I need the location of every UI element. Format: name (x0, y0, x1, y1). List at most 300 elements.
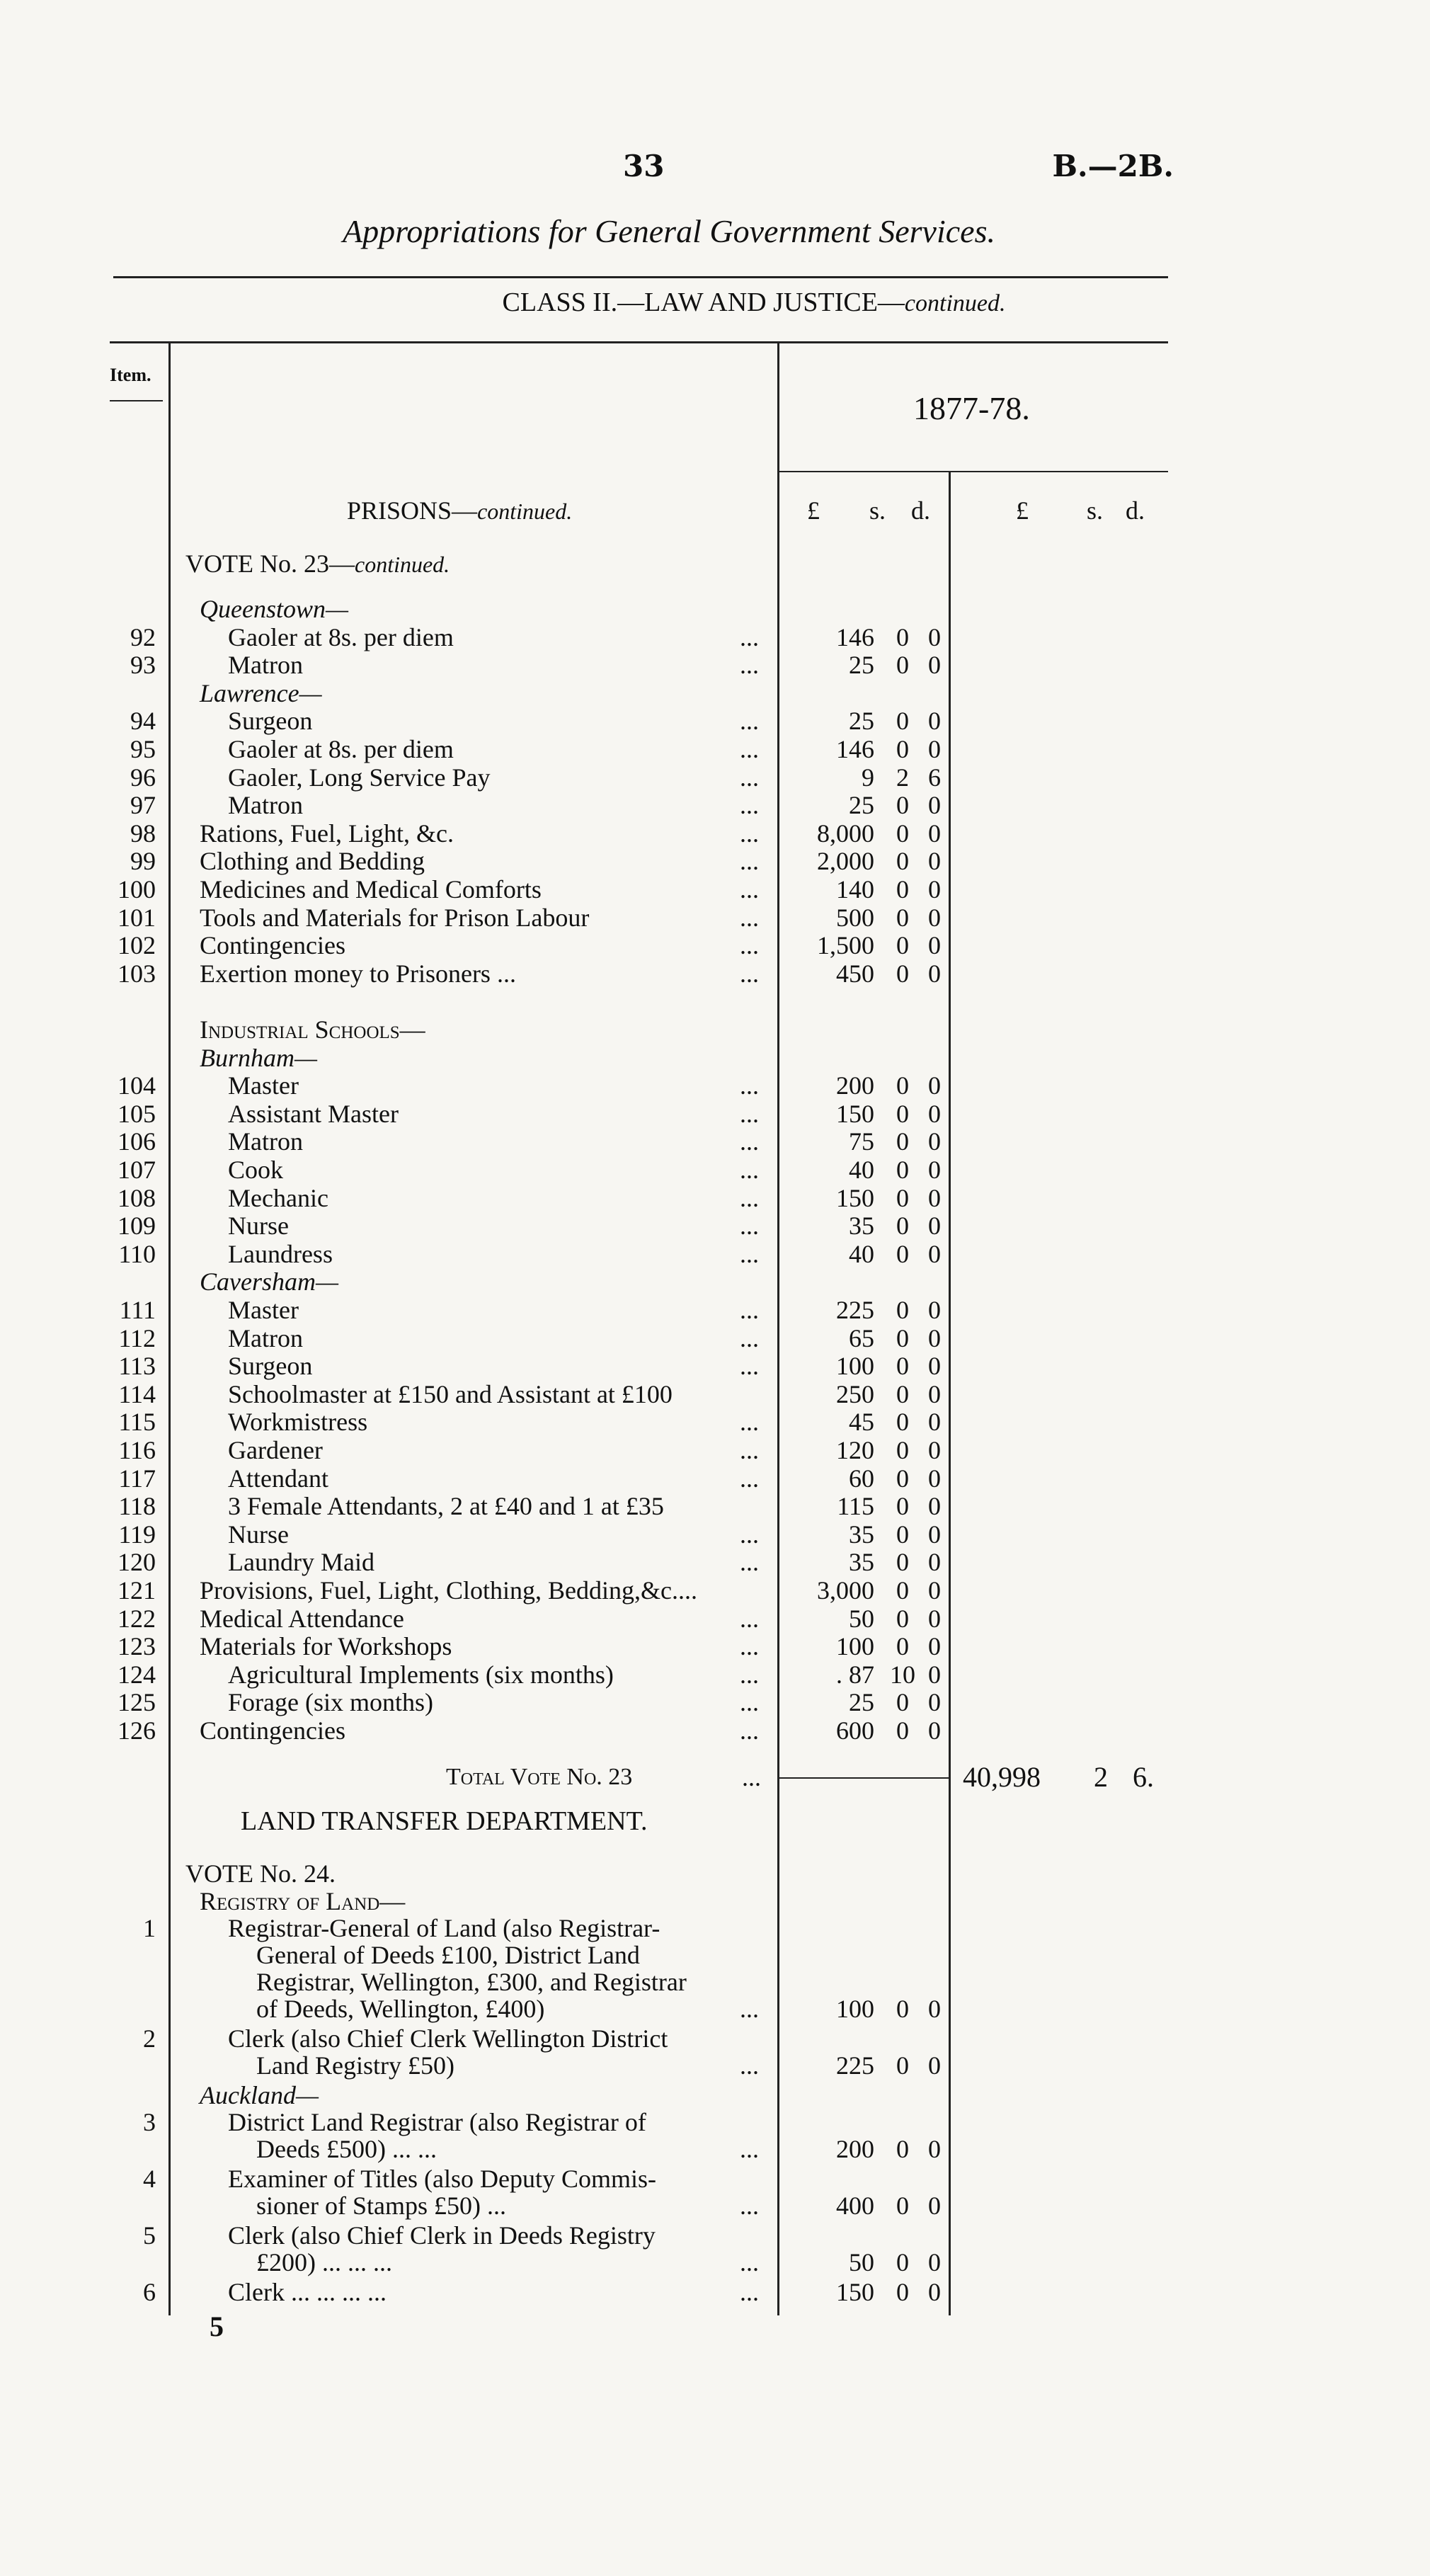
amount-pounds: 35 (849, 1548, 874, 1576)
amount-pounds: 50 (849, 2248, 874, 2276)
item-description: sioner of Stamps £50) ... (256, 2192, 506, 2220)
amount-shillings: 0 (896, 1212, 909, 1240)
amount-pence: 0 (928, 2192, 941, 2220)
amount-pounds: 9 (862, 763, 874, 792)
amount-pence: 0 (928, 1156, 941, 1184)
table-row-continuation (0, 2248, 1168, 2276)
amount-pounds: 100 (836, 1352, 874, 1380)
table-row-continuation (0, 1995, 1168, 2023)
item-number: 113 (118, 1352, 156, 1380)
year-header: 1877-78. (913, 390, 1030, 426)
leader-dots: ... (740, 1127, 759, 1156)
table-row (0, 679, 1168, 707)
total-pence-header: d. (1126, 496, 1145, 525)
item-number: 3 (143, 2108, 156, 2136)
item-number: 119 (118, 1520, 156, 1549)
item-description: Matron (228, 1324, 303, 1352)
amount-pence: 0 (928, 1127, 941, 1156)
item-number: 103 (118, 959, 156, 988)
amount-shillings: 0 (896, 1548, 909, 1576)
amount-shillings: 0 (896, 1240, 909, 1268)
prisons-heading-continued: continued. (477, 498, 573, 524)
table-row (0, 1688, 1168, 1716)
amount-pence: 0 (928, 623, 941, 651)
item-description: Auckland— (200, 2081, 319, 2109)
item-number: 104 (118, 1071, 156, 1100)
amount-pence: 0 (928, 1436, 941, 1464)
leader-dots: ... (740, 2248, 759, 2276)
signature-mark: 5 (210, 2310, 224, 2342)
item-number: 116 (118, 1436, 156, 1464)
amount-shillings: 2 (896, 763, 909, 792)
item-description: Rations, Fuel, Light, &c. (200, 819, 454, 848)
amount-pence: 0 (928, 1520, 941, 1549)
vote24-heading: VOTE No. 24. (185, 1859, 336, 1888)
item-number: 101 (118, 904, 156, 932)
item-description: Schoolmaster at £150 and Assistant at £100 (228, 1380, 673, 1408)
leader-dots: ... (740, 2051, 759, 2080)
amount-pounds: 500 (836, 904, 874, 932)
table-row (0, 707, 1168, 735)
table-row (0, 1156, 1168, 1184)
item-number: 2 (143, 2024, 156, 2053)
amount-shillings: 0 (896, 875, 909, 904)
leader-dots: ... (740, 1212, 759, 1240)
class-rule (110, 341, 1168, 343)
item-description: Provisions, Fuel, Light, Clothing, Bedding,&c.... (200, 1576, 698, 1605)
amount-pence: 0 (928, 819, 941, 848)
amount-shillings: 0 (896, 1995, 909, 2023)
amount-pounds: 40 (849, 1240, 874, 1268)
amount-pounds: 600 (836, 1716, 874, 1745)
amount-shillings: 0 (896, 2278, 909, 2306)
amount-shillings: 0 (896, 623, 909, 651)
leader-dots: ... (740, 1660, 759, 1689)
amount-shillings: 0 (896, 1127, 909, 1156)
amount-pounds: 150 (836, 2278, 874, 2306)
total-pounds-header: £ (1016, 496, 1029, 525)
table-row (0, 2221, 1168, 2250)
amount-pence: 0 (928, 707, 941, 735)
item-description: Surgeon (228, 1352, 313, 1380)
amount-pence: 0 (928, 1324, 941, 1352)
item-number: 100 (118, 875, 156, 904)
table-row (0, 1632, 1168, 1660)
item-description: 3 Female Attendants, 2 at £40 and 1 at £35 (228, 1492, 664, 1520)
amount-pounds: 140 (836, 875, 874, 904)
table-row (0, 1464, 1168, 1493)
document-reference: B.—2B. (1052, 149, 1174, 183)
table-row (0, 904, 1168, 932)
amount-pounds: 65 (849, 1324, 874, 1352)
vote23-heading-main: VOTE No. 23— (185, 549, 355, 578)
item-description: Registrar, Wellington, £300, and Registrar (256, 1968, 687, 1996)
amount-pounds: 40 (849, 1156, 874, 1184)
item-number: 117 (118, 1464, 156, 1493)
item-number: 105 (118, 1100, 156, 1128)
vote23-heading-continued: continued. (354, 552, 450, 577)
item-number: 93 (130, 651, 156, 679)
amount-pence: 0 (928, 651, 941, 679)
leader-dots: ... (740, 1688, 759, 1716)
item-description: General of Deeds £100, District Land (256, 1941, 640, 1969)
table-row (0, 2024, 1168, 2053)
item-number: 120 (118, 1548, 156, 1576)
leader-dots: ... (740, 1520, 759, 1549)
item-description: Laundry Maid (228, 1548, 374, 1576)
leader-dots: ... (740, 1605, 759, 1633)
table-row (0, 1015, 1168, 1044)
amount-pounds: 115 (837, 1492, 874, 1520)
item-description: Matron (228, 651, 303, 679)
item-description: Clerk ... ... ... ... (228, 2278, 387, 2306)
table-row (0, 1380, 1168, 1408)
table-row-continuation (0, 2192, 1168, 2220)
amount-pounds: 25 (849, 1688, 874, 1716)
leader-dots: ... (740, 1184, 759, 1212)
amount-pounds: 200 (836, 2135, 874, 2163)
item-description: Examiner of Titles (also Deputy Commis- (228, 2165, 656, 2193)
amount-shillings: 0 (896, 931, 909, 959)
amount-pence: 0 (928, 959, 941, 988)
amount-pounds: 225 (836, 1296, 874, 1324)
table-row-continuation (0, 2135, 1168, 2163)
leader-dots: ... (740, 651, 759, 679)
total-vote-dots: ... (742, 1763, 761, 1791)
amount-pounds: 225 (836, 2051, 874, 2080)
amount-shillings: 0 (896, 1716, 909, 1745)
item-number: 102 (118, 931, 156, 959)
item-description: Matron (228, 1127, 303, 1156)
amount-shillings: 0 (896, 1156, 909, 1184)
amount-pounds: 150 (836, 1100, 874, 1128)
item-description: Lawrence— (200, 679, 322, 707)
amount-pence: 0 (928, 1380, 941, 1408)
item-number: 114 (118, 1380, 156, 1408)
amount-shillings: 0 (896, 2192, 909, 2220)
table-row (0, 1548, 1168, 1576)
leader-dots: ... (740, 1716, 759, 1745)
page-title: Appropriations for General Government Services. (343, 213, 995, 249)
leader-dots: ... (740, 2192, 759, 2220)
item-description: Materials for Workshops (200, 1632, 452, 1660)
item-number: 4 (143, 2165, 156, 2193)
item-description: Laundress (228, 1240, 333, 1268)
leader-dots: ... (740, 904, 759, 932)
amount-pence: 0 (928, 1071, 941, 1100)
item-description: £200) ... ... ... (256, 2248, 392, 2276)
amount-pounds: 50 (849, 1605, 874, 1633)
amount-pence: 0 (928, 2278, 941, 2306)
amount-shillings: 0 (896, 1352, 909, 1380)
land-transfer-heading: LAND TRANSFER DEPARTMENT. (241, 1806, 648, 1836)
amount-pence: 0 (928, 1296, 941, 1324)
amount-pounds: 146 (836, 735, 874, 763)
amount-pence: 0 (928, 1352, 941, 1380)
amount-pence: 0 (928, 931, 941, 959)
table-row (0, 1267, 1168, 1296)
table-row (0, 1296, 1168, 1324)
amount-shillings: 0 (896, 1576, 909, 1605)
table-row (0, 1660, 1168, 1689)
total-shillings-header: s. (1087, 496, 1104, 525)
item-description: Gaoler, Long Service Pay (228, 763, 491, 792)
amount-shillings: 0 (896, 959, 909, 988)
table-row (0, 763, 1168, 792)
item-description: Workmistress (228, 1408, 368, 1436)
item-number: 112 (118, 1324, 156, 1352)
item-description: Deeds £500) ... ... (256, 2135, 437, 2163)
leader-dots: ... (740, 875, 759, 904)
item-description: Registry of Land— (200, 1887, 406, 1915)
vote23-heading (185, 549, 450, 579)
amount-pence: 0 (928, 791, 941, 819)
leader-dots: ... (740, 1408, 759, 1436)
total-pence: 6. (1133, 1761, 1154, 1793)
item-number: 110 (118, 1240, 156, 1268)
amount-pence: 0 (928, 904, 941, 932)
leader-dots: ... (740, 1156, 759, 1184)
item-description: Gaoler at 8s. per diem (228, 735, 454, 763)
table-row-continuation (0, 1941, 1168, 1969)
amount-pence: 0 (928, 1240, 941, 1268)
amount-shillings: 0 (896, 819, 909, 848)
class-heading-continued: continued. (904, 290, 1006, 317)
leader-dots: ... (740, 819, 759, 848)
item-description: Medical Attendance (200, 1605, 404, 1633)
table-row (0, 847, 1168, 875)
table-row (0, 987, 1168, 1015)
amount-pounds: 146 (836, 623, 874, 651)
total-rule-left (779, 1777, 949, 1779)
table-row (0, 1914, 1168, 1942)
amount-pounds: 75 (849, 1127, 874, 1156)
item-description: Exertion money to Prisoners ... (200, 959, 516, 988)
class-heading (170, 287, 1338, 318)
leader-dots: ... (740, 1100, 759, 1128)
item-description: Nurse (228, 1212, 289, 1240)
item-description: Registrar-General of Land (also Registrar- (228, 1914, 660, 1942)
table-row (0, 819, 1168, 848)
item-description: Contingencies (200, 931, 345, 959)
leader-dots: ... (740, 735, 759, 763)
table-row (0, 1576, 1168, 1605)
leader-dots: ... (740, 1632, 759, 1660)
amount-pounds: 250 (836, 1380, 874, 1408)
table-row-continuation (0, 1968, 1168, 1996)
amount-pence: 0 (928, 1464, 941, 1493)
leader-dots: ... (740, 931, 759, 959)
amount-pounds: 400 (836, 2192, 874, 2220)
table-row (0, 1184, 1168, 1212)
table-row (0, 623, 1168, 651)
shillings-header: s. (869, 496, 886, 525)
item-description: Caversham— (200, 1267, 338, 1296)
item-number: 94 (130, 707, 156, 735)
amount-shillings: 0 (896, 1464, 909, 1493)
amount-pounds: 1,500 (817, 931, 874, 959)
item-number: 115 (118, 1408, 156, 1436)
item-number: 108 (118, 1184, 156, 1212)
item-description: Forage (six months) (228, 1688, 433, 1716)
table-row (0, 2108, 1168, 2136)
table-row (0, 1520, 1168, 1549)
amount-pounds: 3,000 (817, 1576, 874, 1605)
table-row (0, 1352, 1168, 1380)
amount-shillings: 0 (896, 1408, 909, 1436)
amount-shillings: 0 (896, 707, 909, 735)
item-description: Land Registry £50) (256, 2051, 454, 2080)
item-number: 107 (118, 1156, 156, 1184)
leader-dots: ... (740, 2135, 759, 2163)
item-description: Master (228, 1296, 299, 1324)
amount-shillings: 0 (896, 1100, 909, 1128)
table-row (0, 2081, 1168, 2109)
amount-pence: 0 (928, 2051, 941, 2080)
amount-pounds: 100 (836, 1632, 874, 1660)
item-number: 109 (118, 1212, 156, 1240)
amount-pounds: 100 (836, 1995, 874, 2023)
amount-pounds: 35 (849, 1520, 874, 1549)
amount-pounds: 45 (849, 1408, 874, 1436)
table-row (0, 1436, 1168, 1464)
amount-pence: 6 (928, 763, 941, 792)
class-heading-main: CLASS II.—LAW AND JUSTICE— (502, 287, 905, 317)
table-row (0, 1212, 1168, 1240)
prisons-section-heading (347, 496, 572, 525)
amount-shillings: 0 (896, 1071, 909, 1100)
amount-shillings: 0 (896, 2051, 909, 2080)
table-row (0, 2278, 1168, 2306)
table-row (0, 1240, 1168, 1268)
item-description: Contingencies (200, 1716, 345, 1745)
item-number: 99 (130, 847, 156, 875)
item-number: 95 (130, 735, 156, 763)
amount-pence: 0 (928, 2135, 941, 2163)
amount-pounds: 120 (836, 1436, 874, 1464)
item-description: Gaoler at 8s. per diem (228, 623, 454, 651)
leader-dots: ... (740, 2278, 759, 2306)
amount-pounds: 150 (836, 1184, 874, 1212)
item-description: Clothing and Bedding (200, 847, 425, 875)
amount-pence: 0 (928, 1632, 941, 1660)
amount-pence: 0 (928, 1576, 941, 1605)
year-underline (779, 471, 1168, 472)
leader-dots: ... (740, 1324, 759, 1352)
amount-shillings: 0 (896, 1520, 909, 1549)
amount-shillings: 0 (896, 1605, 909, 1633)
item-description: Queenstown— (200, 595, 348, 623)
page-number: 33 (623, 149, 665, 183)
amount-pence: 0 (928, 1716, 941, 1745)
item-description: District Land Registrar (also Registrar of (228, 2108, 646, 2136)
item-number: 111 (119, 1296, 156, 1324)
item-description: Nurse (228, 1520, 289, 1549)
amount-pence: 0 (928, 1184, 941, 1212)
amount-pence: 0 (928, 847, 941, 875)
table-row (0, 1887, 1168, 1915)
total-vote-label: Total Vote No. 23 (446, 1764, 633, 1790)
pence-header: d. (911, 496, 930, 525)
table-row (0, 595, 1168, 623)
table-row (0, 2165, 1168, 2193)
item-description: Mechanic (228, 1184, 328, 1212)
amount-pence: 0 (928, 1605, 941, 1633)
leader-dots: ... (740, 763, 759, 792)
table-row (0, 875, 1168, 904)
amount-pence: 0 (928, 1688, 941, 1716)
amount-pounds: . 87 (836, 1660, 874, 1689)
amount-shillings: 0 (896, 2135, 909, 2163)
item-number: 124 (118, 1660, 156, 1689)
item-number: 121 (118, 1576, 156, 1605)
leader-dots: ... (740, 1995, 759, 2023)
leader-dots: ... (740, 1240, 759, 1268)
item-description: Industrial Schools— (200, 1015, 425, 1044)
amount-shillings: 0 (896, 1324, 909, 1352)
amount-pence: 0 (928, 1660, 941, 1689)
amount-shillings: 0 (896, 1492, 909, 1520)
prisons-heading-main: PRISONS— (347, 496, 478, 525)
amount-shillings: 0 (896, 1184, 909, 1212)
leader-dots: ... (740, 623, 759, 651)
amount-shillings: 0 (896, 1436, 909, 1464)
leader-dots: ... (740, 1296, 759, 1324)
item-description: Tools and Materials for Prison Labour (200, 904, 590, 932)
table-row (0, 1127, 1168, 1156)
amount-pounds: 25 (849, 651, 874, 679)
leader-dots: ... (740, 1436, 759, 1464)
item-description: Matron (228, 791, 303, 819)
item-description: of Deeds, Wellington, £400) (256, 1995, 545, 2023)
table-row (0, 959, 1168, 988)
amount-shillings: 0 (896, 847, 909, 875)
leader-dots: ... (740, 1548, 759, 1576)
table-row (0, 1492, 1168, 1520)
item-number: 106 (118, 1127, 156, 1156)
amount-pence: 0 (928, 1548, 941, 1576)
item-header-underline (110, 400, 163, 401)
amount-shillings: 0 (896, 651, 909, 679)
item-description: Cook (228, 1156, 284, 1184)
item-number: 118 (118, 1492, 156, 1520)
amount-pence: 0 (928, 1492, 941, 1520)
item-number: 123 (118, 1632, 156, 1660)
leader-dots: ... (740, 1071, 759, 1100)
amount-pounds: 25 (849, 707, 874, 735)
amount-shillings: 0 (896, 2248, 909, 2276)
amount-shillings: 0 (896, 1380, 909, 1408)
amount-pence: 0 (928, 1100, 941, 1128)
item-description: Clerk (also Chief Clerk Wellington District (228, 2024, 668, 2053)
pounds-header: £ (807, 496, 820, 525)
table-row (0, 1408, 1168, 1436)
table-row (0, 735, 1168, 763)
amount-pence: 0 (928, 875, 941, 904)
item-number: 125 (118, 1688, 156, 1716)
amount-shillings: 0 (896, 1632, 909, 1660)
table-row (0, 651, 1168, 679)
table-row (0, 1716, 1168, 1745)
leader-dots: ... (740, 1464, 759, 1493)
total-shillings: 2 (1094, 1761, 1108, 1793)
item-number: 92 (130, 623, 156, 651)
table-row (0, 1044, 1168, 1072)
item-number: 122 (118, 1605, 156, 1633)
amount-pounds: 8,000 (817, 819, 874, 848)
item-description: Agricultural Implements (six months) (228, 1660, 614, 1689)
amount-pounds: 60 (849, 1464, 874, 1493)
